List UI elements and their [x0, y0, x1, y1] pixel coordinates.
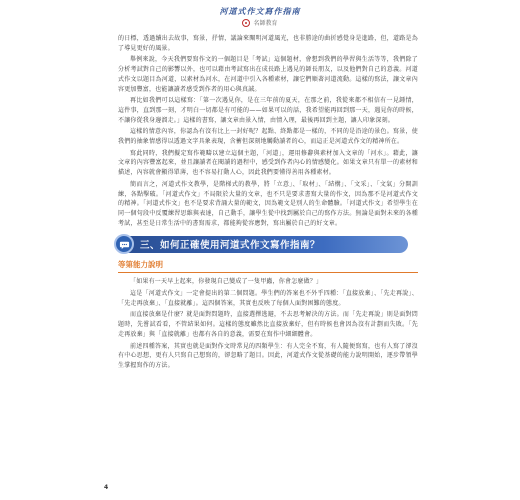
page-header — [0, 6, 520, 27]
page-number: 4 — [104, 484, 109, 491]
section-heading — [114, 234, 418, 254]
main-content — [118, 34, 418, 373]
subsection-divider — [118, 272, 418, 273]
body-paragraph: 寫此同時，我們擬定寫作範疇以建立這個主題，「河道」，運用修辭與素材加入文章的「河水」。藉此，讓文章的內容豐富起來，並且讓讀者在閱讀的過程中，感受到作者內心的情感變化。如果文章只有單一的素材和描述，內容就會顯得單薄，也不容易打動人心，因此我們要懂得善用各種素材。 — [118, 149, 418, 177]
body-paragraph: 前述四種答案，其實也就是面對作文時常見的四類學生：有人完全不寫，有人隨便寫寫，也有人寫了卻沒有中心思想，更有人只寫自己想寫的，卻忽略了題目。因此，河道式作文從基礎的能力說明開始，逐步帶領學生掌握寫作的方法。 — [118, 342, 418, 369]
body-paragraph: 簡而言之，河道式作文教學，是階梯式的教學，將「立意」、「取材」、「結構」、「文采」、「文氣」分開訓練，各點擊破。「河道式作文」不局限於大量的文章，也不只是要求書寫大量的作文，因為那不是河道式作文的精神。「河道式作文」也不是要求背誦大量的範文，因為範文是別人的生命體驗。「河道式作文」希望學生在同一個句段中反覆練習思維與表達，自己動手，讓學生從中找到屬於自己的寫作方法。無論是面對未來的各種考試，甚至是日常生活中的書寫需求，都能夠從容應對，寫出屬於自己的好文章。 — [118, 180, 418, 227]
publisher — [0, 18, 520, 27]
body-paragraph: 這是「河道式作文」一定會提出的第二個問題。學生們的答案也不外乎四種：「直接放棄」、「先走再說」、「先走再放棄」、「直接就離」。這四個答案，其實也反映了每個人面對困難的態度。 — [118, 290, 418, 307]
book-title: 河道式作文寫作指南 — [219, 7, 301, 16]
subsection-title: 等第能力說明 — [118, 260, 163, 270]
publisher-logo-icon — [242, 19, 250, 27]
body-paragraph: 這樣的情意內容，你認為有沒有比上一封好呢？起點、終點都是一樣的，不同的是沿途的景色。寫景，使我們的抽象情感得以透過文字具象表現，含蓄但深刻地觸動讀者的心，而這正是河道式作文的精神所在。 — [118, 128, 418, 146]
body-paragraph: 再比如我們可以這樣寫：「第一次遇見你，是在三年前的夏天，在那之前，我從來都不相信有一見鍾情，這件事，直到那一刻，才明白一切都是有可能的——如果可以的話，我希望能再回到那一天，遇見你的時候，不讓你從我身邊溜走。」這樣的書寫，讓文章由景入情，由情入理，最後再回到主題，讓人印象深刻。 — [118, 97, 418, 124]
section-title: 三、如何正確使用河道式作文寫作指南？ — [140, 240, 321, 252]
body-paragraph: 而直接放棄是什麼？就是面對問題時，直接選擇逃避，不去思考解決的方法。而「先走再說」則是面對問題時，先嘗試看看，不管結果如何。這樣的態度雖然比直接放棄好，但有時候也會因為沒有計劃而失敗。「先走再放棄」與「直接就離」也都有各自的意義，需要在寫作中細細體會。 — [118, 311, 418, 338]
body-paragraph: 的日標，透過續出去故事，寫景，抒情，議論來闡明河道風光，也非勝途的曲折感覺身是進路，但，道路是為了導見更好的風景。 — [118, 35, 418, 52]
body-paragraph: 「如果有一天早上起來，你發現自己變成了一隻甲蟲，你會怎麼做？」 — [130, 278, 323, 286]
publisher-name: 名師教育 — [253, 20, 278, 27]
section-title-bar — [126, 236, 408, 253]
body-paragraph: 舉例來說，今天我們要寫作文的一個題目是「考試」這個題材，會想到我們的學習與生活等等，我們除了分析考試對自己的影響以外，也可以藉由考試寫出在成長路上遇見的師長朋友，以及他們對自己的意義。河道式作文以題目為河道，以素材為河水，在河道中引入各種素材，讓它們順著河道流動。這樣的寫法，讓文章內容更加豐富，也能讓讀者感受到作者的用心與真誠。 — [118, 56, 418, 93]
